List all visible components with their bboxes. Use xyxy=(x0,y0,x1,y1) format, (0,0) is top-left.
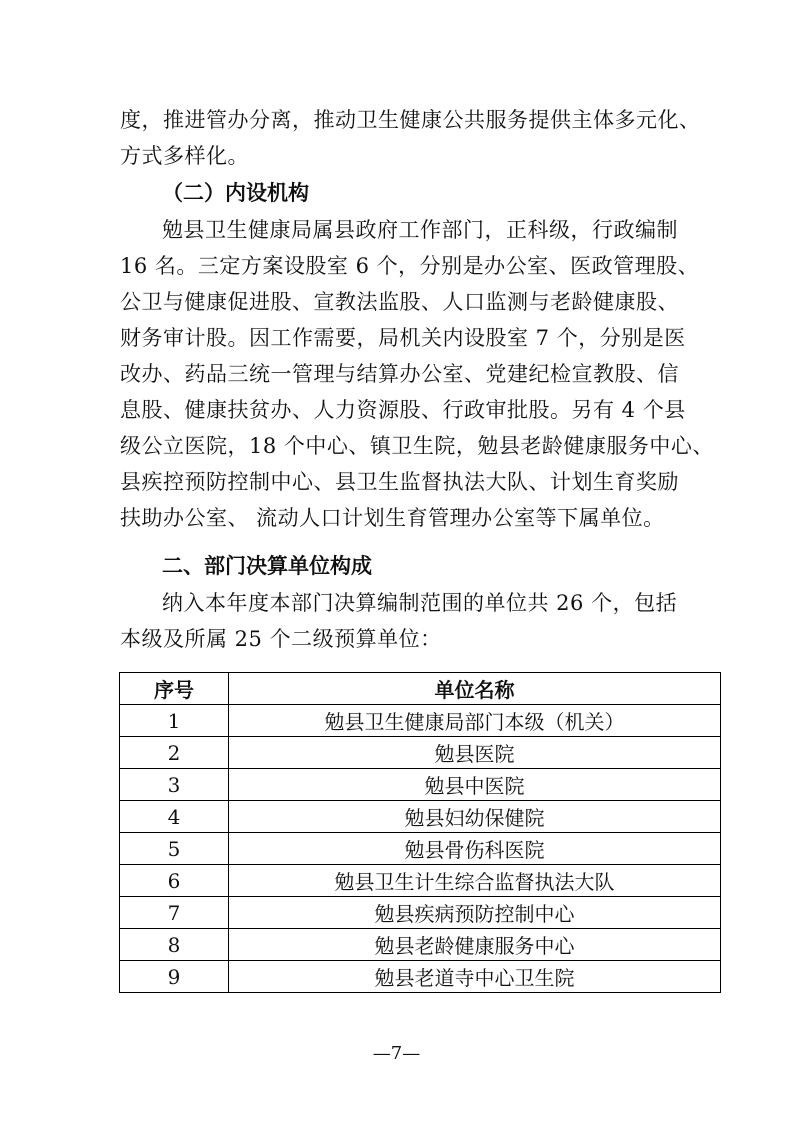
unit-name: 勉县疾病预防控制中心 xyxy=(229,897,721,929)
text-line: 纳入本年度本部门决算编制范围的单位共 26 个，包括 xyxy=(162,591,678,615)
text-line: 级公立医院，18 个中心、镇卫生院，勉县老龄健康服务中心、 xyxy=(120,434,714,458)
text-line: 度，推进管办分离，推动卫生健康公共服务提供主体多元化、 xyxy=(120,108,701,132)
text-line: 县疾控预防控制中心、县卫生监督执法大队、计划生育奖励 xyxy=(120,470,679,494)
text-line: 扶助办公室、 流动人口计划生育管理办公室等下属单位。 xyxy=(120,506,665,530)
unit-composition-paragraph xyxy=(120,585,678,657)
text-line: 息股、健康扶贫办、人力资源股、行政审批股。另有 4 个县 xyxy=(120,398,686,422)
unit-name: 勉县卫生健康局部门本级（机关） xyxy=(229,705,721,737)
row-number: 1 xyxy=(120,705,229,737)
unit-name: 勉县医院 xyxy=(229,737,721,769)
row-number: 2 xyxy=(120,737,229,769)
table-row xyxy=(120,897,721,929)
unit-name: 勉县中医院 xyxy=(229,769,721,801)
row-number: 4 xyxy=(120,801,229,833)
unit-name: 勉县骨伤科医院 xyxy=(229,833,721,865)
text-line: 改办、药品三统一管理与结算办公室、党建纪检宣教股、信 xyxy=(120,362,679,386)
column-header-number: 序号 xyxy=(120,673,229,705)
unit-name: 勉县妇幼保健院 xyxy=(229,801,721,833)
table-row xyxy=(120,801,721,833)
table-row xyxy=(120,737,721,769)
intro-paragraph xyxy=(120,102,701,174)
section-heading-internal-structure: （二）内设机构 xyxy=(162,181,309,205)
unit-name: 勉县卫生计生综合监督执法大队 xyxy=(229,865,721,897)
row-number: 9 xyxy=(120,961,229,993)
table-row xyxy=(120,705,721,737)
table-row xyxy=(120,961,721,993)
row-number: 6 xyxy=(120,865,229,897)
unit-table xyxy=(119,672,721,993)
row-number: 7 xyxy=(120,897,229,929)
text-line: 16 名。三定方案设股室 6 个，分别是办公室、医政管理股、 xyxy=(120,254,700,278)
table-row xyxy=(120,833,721,865)
text-line: 财务审计股。因工作需要，局机关内设股室 7 个，分别是医 xyxy=(120,326,686,350)
table-row xyxy=(120,769,721,801)
table-row xyxy=(120,865,721,897)
table-header-row xyxy=(120,673,721,705)
internal-structure-paragraph xyxy=(120,212,714,536)
row-number: 5 xyxy=(120,833,229,865)
column-header-unit-name: 单位名称 xyxy=(229,673,721,705)
text-line: 勉县卫生健康局属县政府工作部门，正科级，行政编制 xyxy=(162,218,678,242)
text-line: 本级及所属 25 个二级预算单位： xyxy=(120,627,442,651)
text-line: 公卫与健康促进股、宣教法监股、人口监测与老龄健康股、 xyxy=(120,290,679,314)
unit-name: 勉县老道寺中心卫生院 xyxy=(229,961,721,993)
row-number: 3 xyxy=(120,769,229,801)
page-number: —7— xyxy=(372,1043,421,1064)
section-heading-unit-composition: 二、部门决算单位构成 xyxy=(162,554,372,578)
unit-name: 勉县老龄健康服务中心 xyxy=(229,929,721,961)
table-row xyxy=(120,929,721,961)
text-line: 方式多样化。 xyxy=(120,144,249,168)
row-number: 8 xyxy=(120,929,229,961)
